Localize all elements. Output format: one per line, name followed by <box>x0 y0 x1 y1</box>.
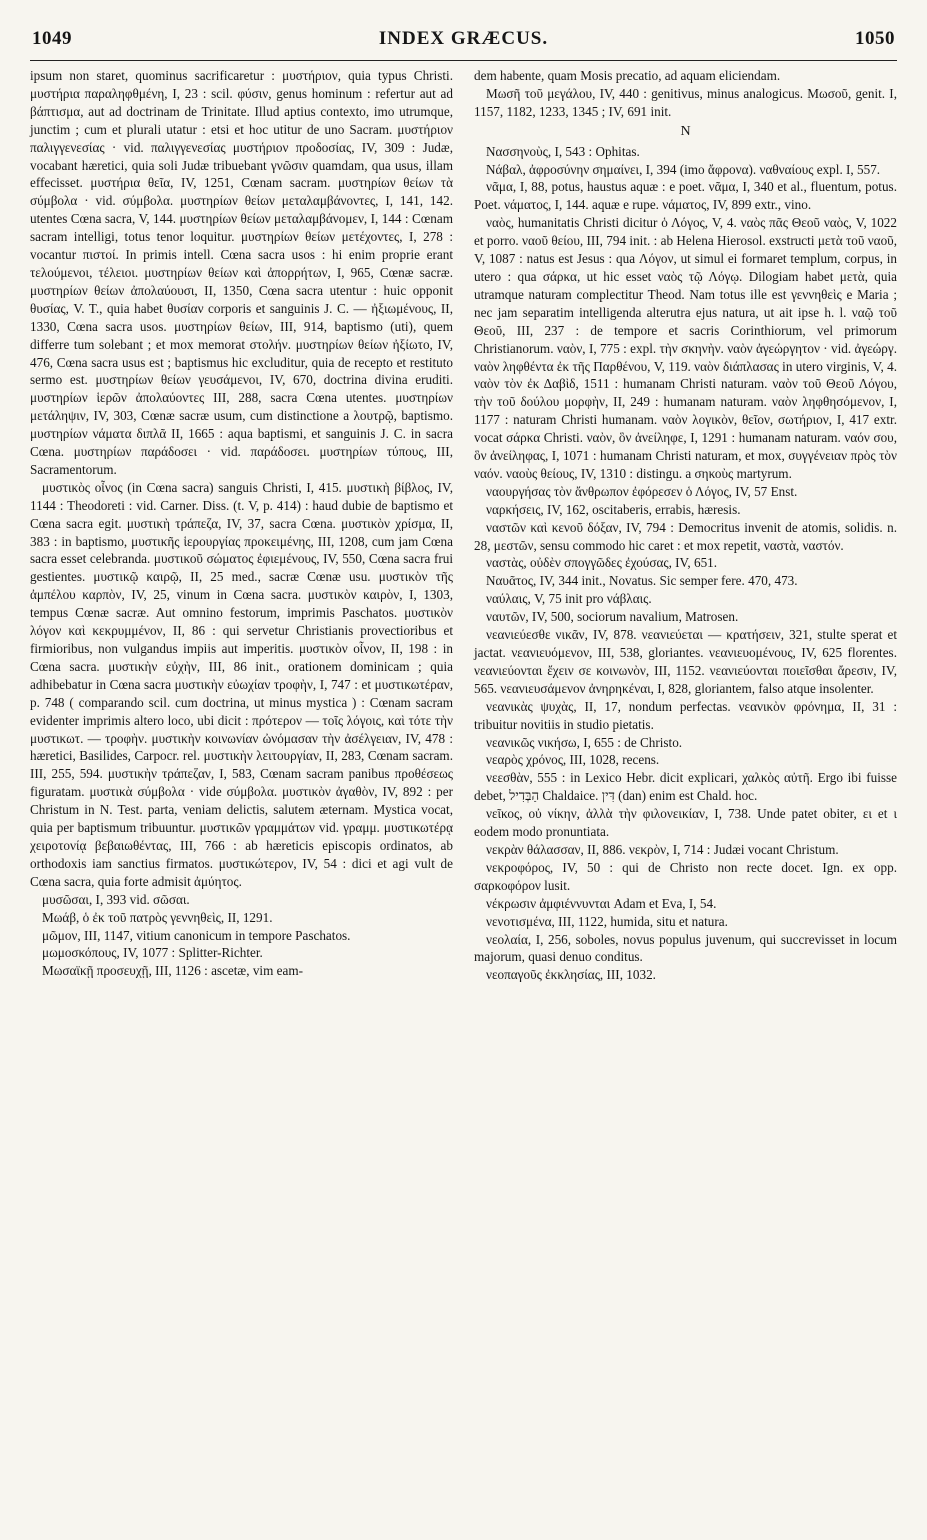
entry-paragraph: ναὸς, humanitatis Christi dicitur ὁ Λόγος, V, 4. ναὸς πᾶς Θεοῦ ναὸς, V, 1022 et porro. ναοῦ θείου, III, 794 init. : ab Helena Hierosol. exstructi μετὰ τοῦ ναοῦ, V, 1087 : natus est Jesus : qua Λόγον, ut simul ei formaret templum, corpus, in utero : qua σάρκα, ut hic esset ναὸς τῷ Λόγῳ. Dilogiam habet μετὰ, quia utramque naturam complectitur Theod. Nam totus ille est γεννηθεὶς e Maria ; nec jam separatim intelligenda alterutra ejus natura, ut ait ipse h. l. ναῷ τοῦ Θεοῦ, III, 237 : de tempore et sacris Corinthiorum, vel primorum Christianorum. ναὸν, I, 775 : expl. τὴν σκηνὴν. ναὸν ἀγεώργητον · vid. ἀγεώργ. ναὸν ληφθέντα ἐκ τῆς Παρθένου, V, 119. ναὸν διάπλασας in utero virginis, V, 4. ναὸν τὸν ἐκ Δαβὶδ, 1511 : humanam Christi naturam. ναὸν τοῦ Θεοῦ Λόγου, τὴν τοῦ δούλου μορφὴν, II, 249 : humanam naturam. ναὸν ληφθησόμενον, I, 1177 : naturam Christi humanam. ναὸν λογικὸν, θεῖον, σωτήριον, I, 417 extr. vocat σάρκα Christi. ναὸν, ὃν ἀνείληφε, I, 1291 : humanam naturam. ναόν σου, ὃν ἀνείληφας, I, 1071 : humanam Christi naturam, et mox, συγγένειαν πρὸς τὸν ναόν. ναοὺς θείους, IV, 1310 : distingu. a σηκοὺς martyrum. <box>474 215 897 481</box>
entry-paragraph: νεοπαγοῦς ἐκκλησίας, III, 1032. <box>486 967 656 983</box>
page-number-left: 1049 <box>32 28 72 49</box>
entry-paragraph: νεεσθὰν, 555 : in Lexico Hebr. dicit explicari, χαλκὸς αὐτῆ. Ergo ibi fuisse debet, הַבְּדִיל Chaldaice. דִּין (dan) enim est Chald. hoc. <box>474 770 897 804</box>
right-column <box>474 67 897 984</box>
entry-paragraph: μυστικὸς οἶνος (in Cœna sacra) sanguis Christi, I, 415. μυστικὴ βίβλος, IV, 1144 : Theodoreti : vid. Carner. Diss. (t. V, p. 414) : haud dubie de baptismo et Cœna sacra egit. μυστικὴ τράπεζα, IV, 37, sacra Cœna. μυστικὸν χρίσμα, II, 383 : in baptismo, μυστικῆς ἱερουργίας προκειμένης, III, 1208, cum jam Cœna sacra esset celebranda. μυστικοῦ σώματος ἐφιεμένους, IV, 550, Cœna sacra frui gestientes. μυστικῷ καιρῷ, II, 25 med., sacræ Cœnæ usu. μυστικὸν τῆς ἀμπέλου καρπὸν, IV, 25, vinum in Cœna sacra. μυστικὸν καιρὸν, I, 1303, tempus Cœnæ sacræ. Aut omnino festorum, imprimis Paschatos. μυστικὸν λόγον καὶ κεκρυμμένον, II, 86 : qui servetur Christianis provectioribus et firmioribus, non vulgandus impiis aut imperitis. μυστικὸν οἶνον, II, 198 : in Cœna sacra. μυστικὴν εὐχὴν, III, 86 init., orationem dominicam ; quia adhibebatur in Cœna sacra μυστικὴν εὐωχίαν τροφὴν, I, 747 : et μυστικωτέραν, p. 748 ( comparando scil. cum doctrina, ut minus mystica ) : Cœnam sacram evidenter imprimis altero loco, ubi dicit : πρότερον — τοῖς λόγοις, καὶ τότε τὴν μυστικωτ. — τροφὴν. μυστικὴν κοινωνίαν ὠνόμασαν τὴν ἀσέλγειαν, IV, 478 : hæretici, Basilides, Carpocr. rel. μυστικὴν λειτουργίαν, II, 283, Cœnam sacram. III, 255, 594. μυστικὴν τράπεζαν, I, 583, Cœnam sacram panibus προθέσεως figuratam. μυστικὰ σύμβολα · vide σύμβολα. μυστικὸν ἀγαθὸν, IV, 892 : per Christum in N. Test. parta, veniam delictis, salutem æternam. Mystica vocat, quia per baptismum tribuuntur. μυστικῶν γραμμάτων vid. γραμμ. μυστικωτέρᾳ χειροτονίᾳ βεβαιωθέντας, III, 766 : ab hæreticis episcopis ordinatos, ab orthodoxis iam sanctius firmatos. μυστικώτερον, IV, 54 : dici et agi vult de Cœna sacra, quia forte admisit ἀμύητος. <box>30 479 453 889</box>
entry-paragraph: Μωσαϊκῇ προσευχῇ, III, 1126 : ascetæ, vim eam- <box>42 963 303 979</box>
entry-paragraph: Ναυᾶτος, IV, 344 init., Novatus. Sic semper fere. 470, 473. <box>486 573 798 589</box>
entry-paragraph: μῶμον, III, 1147, vitium canonicum in tempore Paschatos. <box>42 927 351 943</box>
entry-paragraph: μωμοσκόπους, IV, 1077 : Splitter-Richter. <box>42 945 263 961</box>
entry-paragraph: dem habente, quam Mosis precatio, ad aquam eliciendam. <box>474 68 781 83</box>
entry-paragraph: νέκρωσιν ἀμφιέννυνται Adam et Eva, I, 54. <box>486 895 717 911</box>
entry-paragraph: Μωσῆ τοῦ μεγάλου, IV, 440 : genitivus, minus analogicus. Μωσοῦ, genit. I, 1157, 1182, 1233, 1345 ; IV, 691 init. <box>474 85 897 119</box>
entry-paragraph: ναύλαις, V, 75 init pro νάβλαις. <box>486 591 652 607</box>
entry-paragraph: ipsum non staret, quominus sacrificaretur : μυστήριον, quia typus Christi. μυστήρια παραληφθμένη, I, 23 : scil. φύσιν, genus hominum : refertur aut ad βάπτισμα, aut ad doctrinam de Trinitate. Illud aptius contexto, imo utrumque, junctim ; cum et plurali utatur : etsi et hoc utitur de uno Sacram. μυστήριον παλιγγενεσίας · vid. παλιγγενεσίας μυστήριον προδοσίας, IV, 309 : Judæ, vocabant hæretici, quia soli Judæ tribuebant γνῶσιν quamdam, qua usus, illam effecisset. μυστήρια θεῖα, IV, 1251, Cœnam sacram. μυστηρίων θείων τὰ σύμβολα · vid. σύμβολα. μυστηρίων θείων μεταλαμβάνοντες, I, 141, 142. utentes Cœna sacra, V, 144. μυστηρίων θείων μεταλαμβάνομεν, I, 144 : Cœnam sacram intelligi, totus tenor loquitur. μυστηρίων θείων μετέχοντες, I, 278 : vocantur πιστοί. In primis intell. Cœna sacra usos : hi enim proprie erant τελούμενοι, τέλειοι. μυστηρίων θείων καὶ ἀπορρήτων, I, 965, Cœnæ sacræ. μυστηρίων θείων ἀπολαύουσι, II, 1350, Cœna sacra utentur : huic opponit θυσίας, V. T., quia habet θυσίαν corporis et sanguinis J. C. — ἠξιωμένους, II, 1330, Cœna sacra usos. μυστηρίων θείων, III, 914, baptismo (uti), quem differre tum solebant ; et mox memorat στολήν. μυστηρίων θείων ἠξίωτο, IV, 476, Cœna sacra usus est ; baptismus hic excluditur, quia de recepto et restituto sermo est. μυστηρίων θείων γευσάμενοι, IV, 670, doctrina divina eruditi. μυστηρίων ἱερῶν ἀπολαύοντες III, 288, sacra Cœna utentes. μυστηρίων μετάληψιν, IV, 303, Cœnæ sacræ usum, cum distinctione a λουτρῷ, baptismo. μυστηρίων νάματα διπλᾶ II, 1665 : aqua baptismi, et sanguinis J. C. in sacra Cœna. μυστηρίων παράδοσει · vid. παράδοσει. μυστηρίων τύπους, III, Sacramentorum. <box>30 68 453 477</box>
entry-paragraph: νεῖκος, οὐ νίκην, ἀλλὰ τὴν φιλονεικίαν, I, 738. Unde patet obiter, ει et ι eodem modo pronuntiata. <box>474 806 897 840</box>
page-number-right: 1050 <box>855 28 895 49</box>
entry-paragraph: νενοτισμένα, III, 1122, humida, situ et natura. <box>486 913 728 929</box>
entry-paragraph: νεαρὸς χρόνος, III, 1028, recens. <box>486 752 660 768</box>
entry-paragraph: ναστὰς, οὐδὲν σπογγῶδες ἐχούσας, IV, 651. <box>486 555 718 571</box>
entry-paragraph: ναρκήσεις, IV, 162, oscitaberis, errabis, hæresis. <box>486 501 741 517</box>
entry-paragraph: Νασσηνοὺς, I, 543 : Ophitas. <box>486 143 640 159</box>
entry-paragraph: νᾶμα, I, 88, potus, haustus aquæ : e poet. νᾶμα, I, 340 et al., fluentum, potus. Poet. νάματος, I, 144. aquæ e rupe. νάματος, IV, 899 extr., vino. <box>474 179 897 213</box>
entry-paragraph: νεολαία, I, 256, soboles, novus populus juvenum, qui succrevisset in locum majorum, quasi denuo conditus. <box>474 931 897 965</box>
running-header <box>30 28 897 58</box>
entry-paragraph: νεανικὰς ψυχὰς, II, 17, nondum perfectas. νεανικὸν φρόνημα, II, 31 : tribuitur novitiis in studio pietatis. <box>474 698 897 732</box>
entry-paragraph: ναστῶν καὶ κενοῦ δόξαν, IV, 794 : Democritus invenit de atomis, solidis. n. 28, μεστῶν, sensu commodo hic caret : et mox repetit, ναστὰ, ναστόν. <box>474 519 897 553</box>
entry-paragraph: νεκροφόρος, IV, 50 : qui de Christo non recte docet. Ign. ex opp. σαρκοφόρον lusit. <box>474 859 897 893</box>
entry-paragraph: μυσῶσαι, I, 393 vid. σῶσαι. <box>42 891 190 907</box>
section-letter: N <box>680 123 691 139</box>
entry-paragraph: Μωάβ, ὁ ἐκ τοῦ πατρὸς γεννηθεὶς, II, 1291. <box>42 909 273 925</box>
entry-paragraph: Νάβαλ, ἀφροσύνην σημαίνει, I, 394 (imo ἄφρονα). ναθναίους expl. I, 557. <box>486 161 881 177</box>
header-rule <box>30 60 897 61</box>
entry-paragraph: νεκρὰν θάλασσαν, II, 886. νεκρὸν, I, 714 : Judæi vocant Christum. <box>486 841 839 857</box>
entry-paragraph: ναυτῶν, IV, 500, sociorum navalium, Matrosen. <box>486 609 739 625</box>
page-title: INDEX GRÆCUS. <box>378 28 549 49</box>
entry-paragraph: νεανιεύεσθε νικᾶν, IV, 878. νεανιεύεται — κρατήσειν, 321, stulte sperat et jactat. νεανιευόμενον, III, 538, gloriantes. νεανιευομένους, IV, 625 florentes. νεανιεύονται ἔχειν σε κοινωνὸν, III, 1152. νεανιεύονται ποιεῖσθαι ἄρεσιν, IV, 565. νεανιευσάμενον ἀνηρηκέναι, I, 828, gloriantem, falso atque insolenter. <box>474 627 897 696</box>
two-column-body <box>30 67 897 984</box>
left-column <box>30 67 453 984</box>
entry-paragraph: νεανικῶς νικήσω, I, 655 : de Christo. <box>486 734 683 750</box>
entry-paragraph: ναουργήσας τὸν ἄνθρωπον ἐφόρεσεν ὁ Λόγος, IV, 57 Enst. <box>486 483 798 499</box>
